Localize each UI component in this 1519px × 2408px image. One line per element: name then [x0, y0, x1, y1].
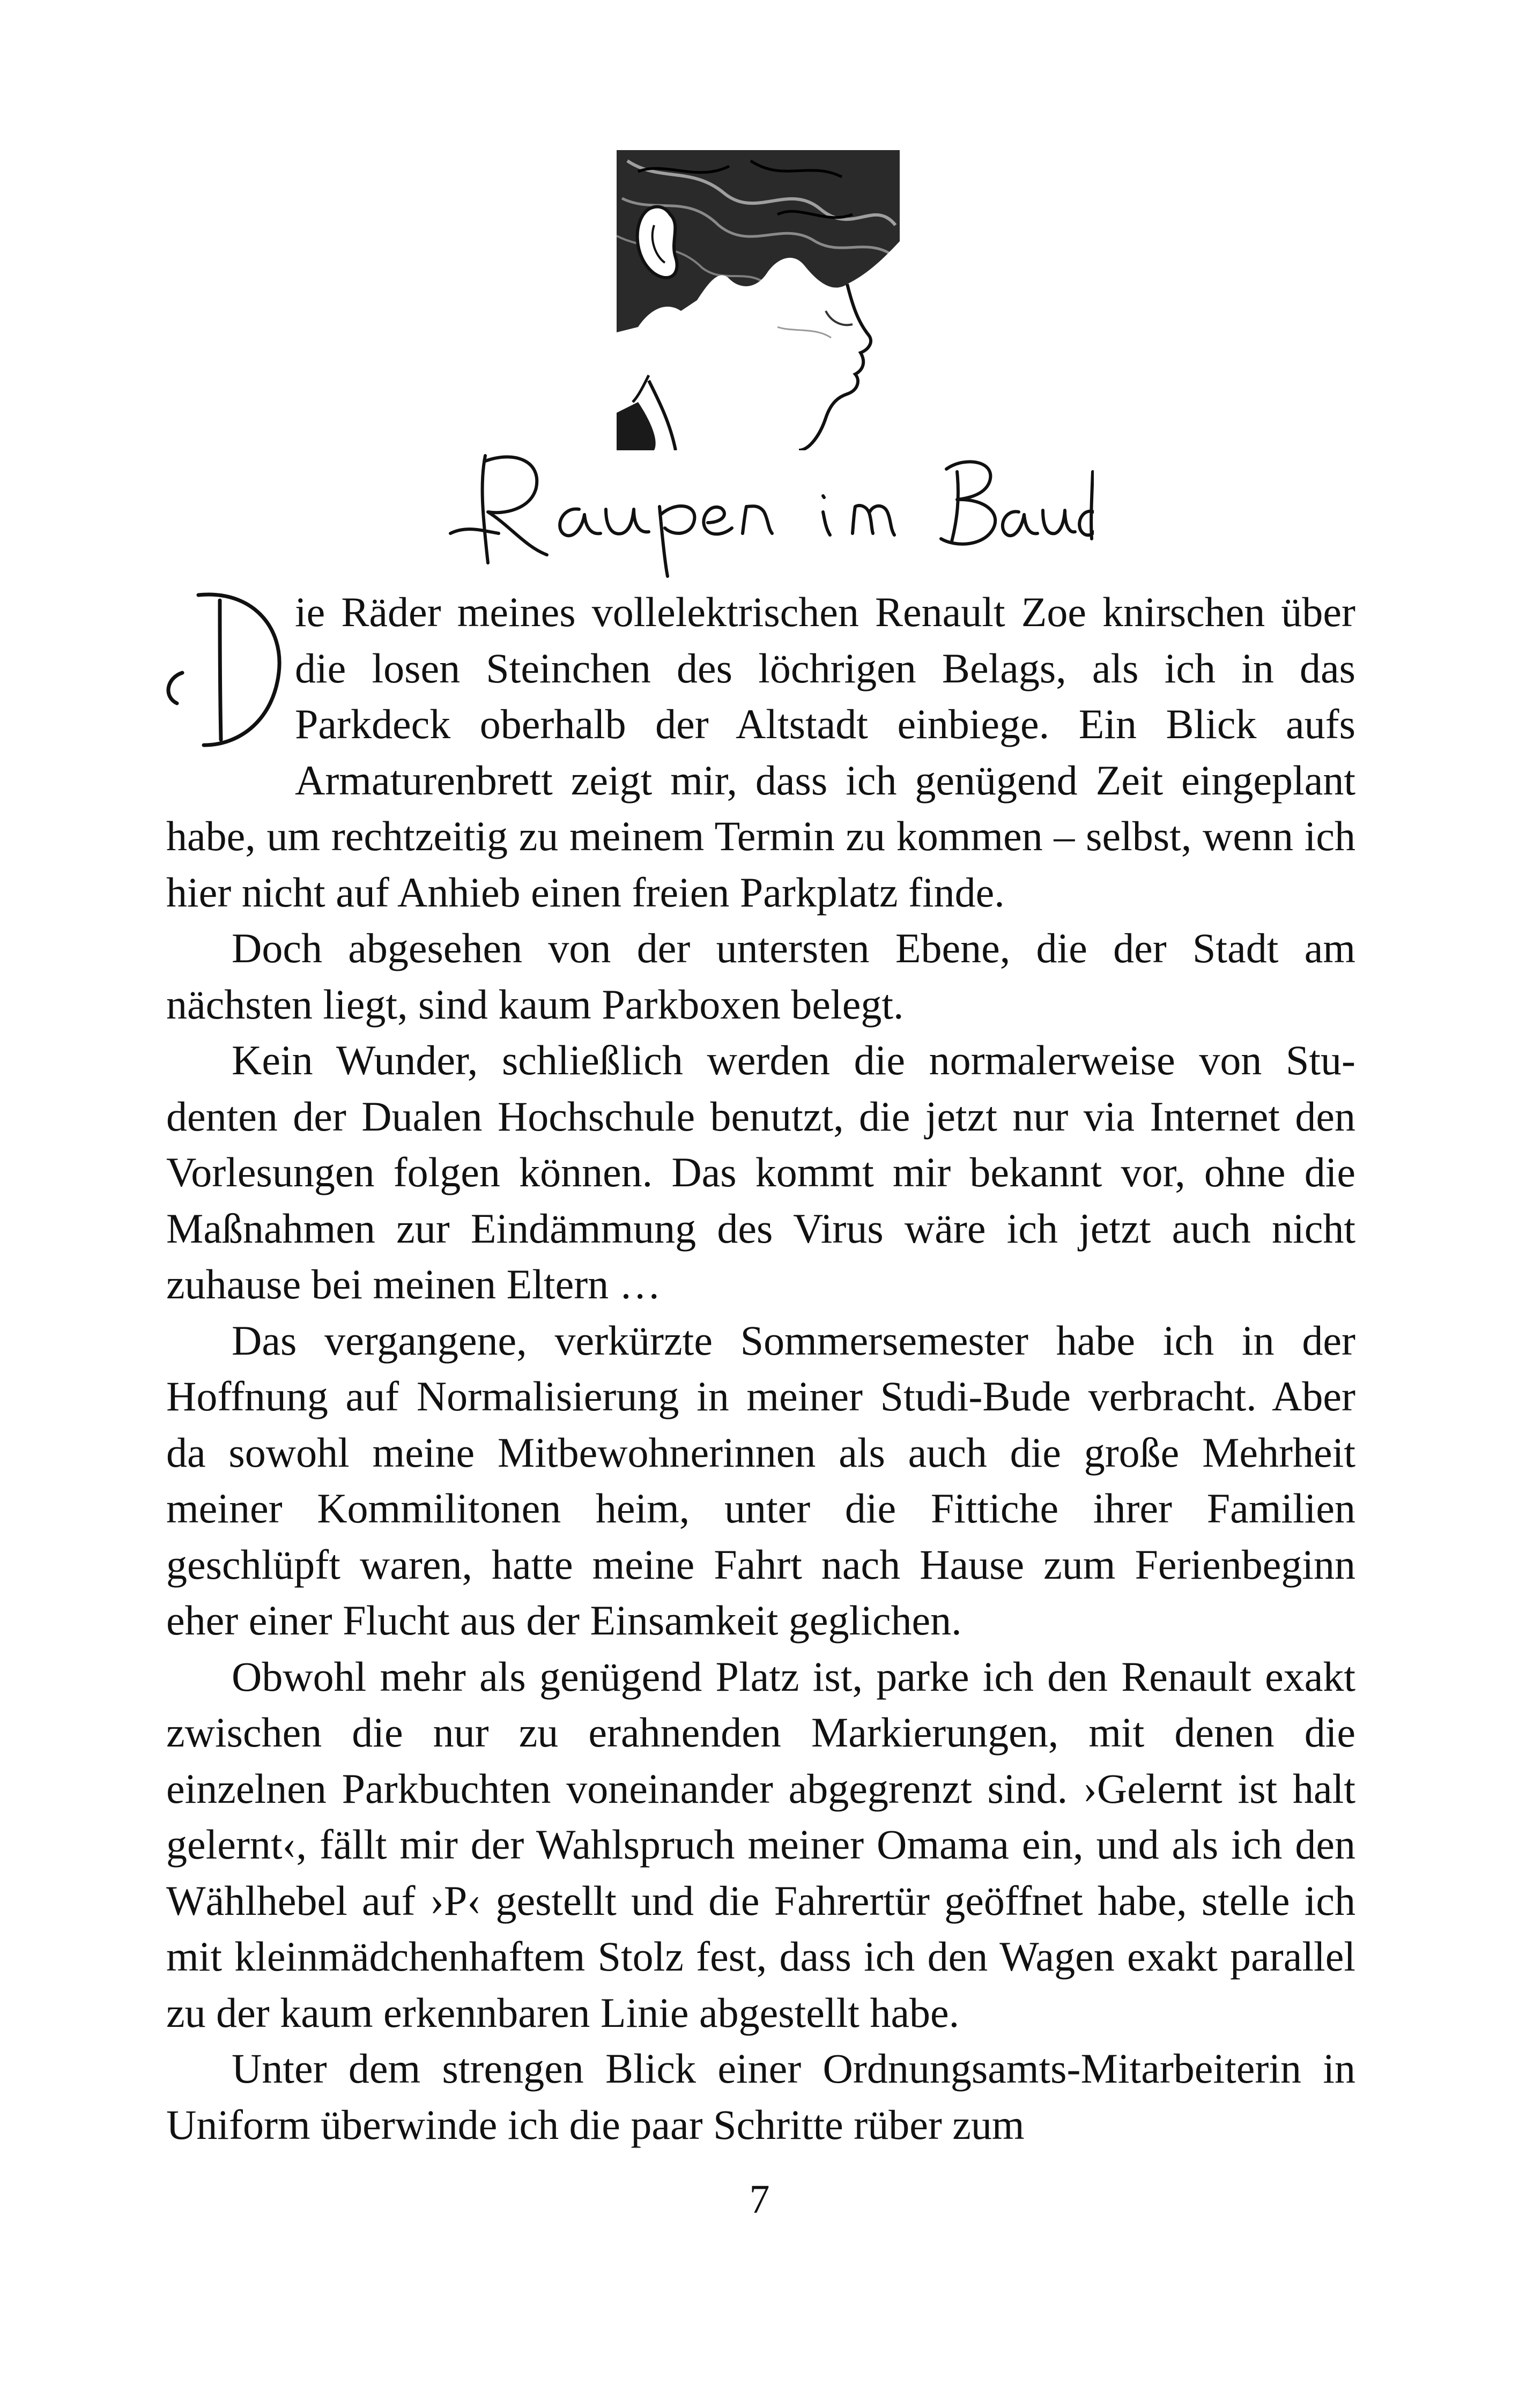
paragraph-6: Unter dem strengen Blick einer Ordnungsamts-Mitarbeiterin in Uniform überwinde ich die paar Schritte rüber zum — [166, 2045, 1355, 2148]
page-number: 7 — [749, 2177, 770, 2222]
chapter-title — [429, 440, 1094, 584]
paragraph-5: Obwohl mehr als genügend Platz ist, parke ich den Renault exakt zwischen die nur zu erahnenden Markierungen, mit denen die einzelnen Parkbuchten voneinander abgegrenzt sind. ›Gelernt ist halt gelernt‹, fällt mir der Wahlspruch meiner Omama ein, und als ich den Wählhebel auf ›P‹ gestellt und die Fahrertür geöffnet habe, stelle ich mit kleinmädchenhaftem Stolz fest, dass ich den Wagen exakt parallel zu der kaum erkennbaren Linie abgestellt habe. — [166, 1653, 1355, 2036]
dropcap — [161, 584, 284, 761]
boy-portrait-sketch-icon — [617, 150, 900, 450]
paragraph-1-text: ie Räder meines vollelektrischen Renault Zoe knirschen über die losen Steinchen des löchrigen Belags, als ich in das Parkdeck oberhalb der Altstadt einbiege. Ein Blick aufs Armaturenbrett zeigt mir, dass ich genügend Zeit eingeplant habe, um rechtzeitig zu meinem Termin zu kommen – selbst, wenn ich hier nicht auf Anhieb einen freien Parkplatz finde. — [166, 589, 1355, 916]
chapter-body-text — [166, 584, 1355, 2153]
paragraph-1 — [166, 584, 1355, 920]
paragraph-4: Das vergangene, verkürzte Sommersemester habe ich in der Hoffnung auf Normalisierung in meiner Studi-Bude verbracht. Aber da sowohl meine Mitbewohnerinnen als auch die große Mehrheit meiner Kommilitonen heim, unter die Fittiche ihrer Familien geschlüpft waren, hatte meine Fahrt nach Hause zum Ferienbeginn eher einer Flucht aus der Einsamkeit geglichen. — [166, 1317, 1355, 1644]
paragraph-2: Doch abgesehen von der untersten Ebene, die der Stadt am nächsten liegt, sind kaum Parkboxen belegt. — [166, 925, 1355, 1028]
paragraph-3: Kein Wunder, schließlich werden die normalerweise von Studenten der Dualen Hochschule benutzt, die jetzt nur via Internet den Vorlesungen folgen können. Das kommt mir bekannt vor, ohne die Maßnahmen zur Eindämmung des Virus wäre ich jetzt auch nicht zuhause bei meinen Eltern … — [166, 1037, 1355, 1307]
